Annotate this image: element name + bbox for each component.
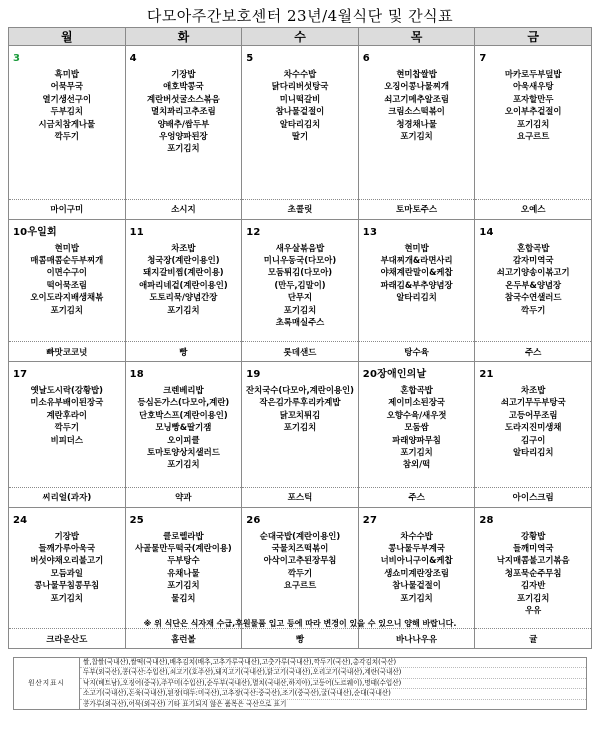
snack-cell: 소시지	[125, 199, 242, 219]
menu-item: 물김치	[171, 592, 196, 603]
date-label: 14	[479, 226, 494, 238]
menu-item: 들깨가루아욱국	[38, 542, 96, 553]
date-cell	[358, 362, 475, 382]
menu-item: 등심돈가스(다모아,계란)	[137, 397, 230, 408]
menu-items	[9, 381, 125, 448]
snack-cell: 롯데샌드	[242, 342, 359, 362]
day-header-thu: 목	[358, 28, 475, 46]
menu-item: 깍두기	[54, 422, 79, 433]
menu-item: 유채나물	[167, 567, 200, 578]
menu-item: 온두부&양념장	[505, 279, 562, 290]
snack-cell: 탕수육	[358, 342, 475, 362]
menu-item: 청포묵순주무침	[504, 567, 562, 578]
menu-item: 도토리묵/양념간장	[149, 292, 218, 303]
menu-item: 파래김&부추양념장	[380, 279, 453, 290]
menu-item: 도라지진미생채	[504, 422, 562, 433]
menu-item: 오향수육/새우젓	[386, 409, 447, 420]
date-cell	[9, 362, 126, 382]
menu-cell-fri	[475, 527, 592, 629]
menu-items	[9, 65, 125, 144]
menu-item: 포기김치	[517, 592, 550, 603]
menu-item: 우유	[525, 604, 542, 615]
date-cell	[242, 362, 359, 382]
menu-item: 닭다리버섯탕국	[271, 81, 329, 92]
menu-items	[359, 239, 475, 306]
menu-cell-thu	[358, 239, 475, 342]
date-cell	[358, 46, 475, 66]
snack-cell: 포스틱	[242, 487, 359, 507]
menu-item: 오이피클	[167, 434, 200, 445]
menu-item: 들깨미역국	[512, 542, 554, 553]
date-cell	[125, 219, 242, 239]
menu-items	[359, 65, 475, 144]
menu-items	[242, 381, 358, 436]
day-header-fri: 금	[475, 28, 592, 46]
menu-item: 시금치참게나물	[38, 118, 96, 129]
menu-item: 김구이	[521, 434, 546, 445]
menu-item: 너비아니구이&케찹	[380, 555, 453, 566]
menu-item: 참나물겉절이	[392, 580, 441, 591]
menu-item: 두부김치	[50, 106, 83, 117]
menu-item: 계란버섯굴소스볶음	[146, 93, 220, 104]
menu-item: 사골물만두떡국(계란이용)	[135, 542, 232, 553]
menu-item: 멸치꽈리고추조림	[151, 106, 216, 117]
menu-item: 현미밥	[54, 242, 79, 253]
menu-items	[126, 239, 242, 318]
date-label: 11	[129, 226, 144, 238]
snack-cell: 약과	[125, 487, 242, 507]
date-cell	[125, 362, 242, 382]
origin-table	[13, 657, 587, 710]
menu-cell-thu	[358, 381, 475, 487]
menu-item: 모듬과일	[50, 567, 83, 578]
date-cell	[9, 219, 126, 239]
menu-item: 기장밥	[54, 530, 79, 541]
menu-item: 파래양파무침	[392, 434, 441, 445]
menu-items	[359, 527, 475, 606]
date-label: 25	[129, 514, 144, 526]
menu-item: 계란후라이	[46, 409, 88, 420]
menu-item: 크림소스떡볶이	[388, 106, 445, 117]
menu-item: 이면수구이	[46, 267, 88, 278]
menu-item: 크렌베리밥	[163, 385, 204, 395]
menu-item: 청국장(계란이용인)	[147, 254, 220, 265]
menu-item: 작은김가루후리카계밥	[259, 397, 341, 408]
menu-item: 포기김치	[283, 422, 317, 433]
menu-item: 단호박스프(계란이용인)	[139, 409, 228, 420]
day-header-wed: 수	[242, 28, 359, 46]
menu-item: 요구르트	[283, 580, 317, 591]
date-label: 7	[479, 53, 487, 64]
menu-cell-fri	[475, 65, 592, 199]
snack-cell: 마이구미	[9, 199, 126, 219]
menu-item: 포기김치	[283, 304, 317, 315]
menu-item: 포기김치	[400, 592, 433, 603]
menu-item: 포기김치	[50, 304, 83, 315]
menu-item: 오이부추겉절이	[504, 106, 562, 117]
menu-cell-wed	[242, 381, 359, 487]
menu-items	[475, 381, 591, 460]
menu-item: 매콤매콤순두부찌개	[30, 254, 104, 265]
menu-item: 감자미역국	[512, 254, 554, 265]
menu-item: 미소유부배이된장국	[30, 397, 104, 408]
date-cell	[475, 507, 592, 527]
date-label: 27	[362, 514, 378, 526]
menu-cell-wed	[242, 527, 359, 629]
menu-item: 차조밥	[521, 385, 546, 395]
menu-item: 순대국밥(계란이용인)	[259, 530, 341, 541]
menu-item: 열기생선구이	[42, 93, 92, 104]
date-label: 3	[13, 53, 21, 64]
date-cell	[9, 507, 126, 527]
date-label: 20장애인의날	[362, 369, 427, 380]
menu-item: 포기김치	[517, 118, 550, 129]
menu-item: 초록매실주스	[275, 316, 325, 327]
menu-item: 잔치국수(다모아,계란이용인)	[246, 385, 354, 395]
menu-item: 야채계란말이&케찹	[380, 267, 453, 278]
menu-item: 차수수밥	[283, 69, 317, 79]
menu-item: 현미밥	[404, 242, 429, 253]
menu-item: 클로렐라밥	[163, 530, 204, 541]
snack-cell: 씨리얼(과자)	[9, 487, 126, 507]
date-cell	[475, 362, 592, 382]
menu-items	[242, 65, 358, 144]
date-label: 17	[13, 369, 28, 380]
menu-item: 현미찹쌀밥	[396, 69, 437, 79]
menu-cell-tue	[125, 239, 242, 342]
menu-item: 양배추/쌈두부	[157, 118, 210, 129]
menu-cell-mon	[9, 381, 126, 487]
menu-cell-tue	[125, 527, 242, 629]
date-label: 4	[129, 53, 137, 64]
snack-cell: 초콜릿	[242, 199, 359, 219]
snack-cell: 빠맛코코넛	[9, 342, 126, 362]
menu-item: 포기김치	[400, 447, 433, 458]
menu-item: 포기김치	[167, 304, 200, 315]
snack-cell: 크라운산도	[9, 629, 126, 649]
date-label: 21	[479, 369, 494, 380]
menu-item: 포기김치	[400, 131, 433, 142]
menu-item: 흑미밥	[54, 69, 79, 79]
menu-item: 애파리네겉(계란이용인)	[139, 279, 228, 290]
menu-item: 모둠튀김(다모아)	[267, 267, 333, 278]
date-cell	[358, 219, 475, 239]
menu-items	[126, 381, 242, 473]
origin-line: 낙지(베트남),오징어(중국),주꾸미(수입산),순두부(국내산),멸치(국내산,하지아),고등어(노르웨이),명태(수입산)	[80, 679, 586, 689]
menu-items	[9, 239, 125, 318]
menu-item: 부대찌개&라면사리	[380, 254, 453, 265]
menu-items	[475, 239, 591, 318]
menu-item: 애호박콩국	[163, 81, 204, 92]
menu-item: 차수수밥	[400, 530, 433, 541]
menu-item: 쇠고기메추알조림	[384, 93, 449, 104]
menu-item: 알타리김치	[279, 118, 321, 129]
menu-item: 두부탕수	[167, 555, 200, 566]
snack-cell: 주스	[358, 487, 475, 507]
snack-cell: 아이스크림	[475, 487, 592, 507]
menu-item: 깍두기	[521, 304, 546, 315]
menu-item: 아욱새우탕	[512, 81, 554, 92]
origin-line: 두부(외국산),콩(국산:수입산),쇠고기(호주산),돼지고기(국내산),닭고기(국내산),오리고기(국내산),계란(국내산)	[80, 668, 586, 678]
menu-cell-tue	[125, 65, 242, 199]
menu-item: 마카로두부덮밥	[504, 69, 562, 79]
menu-item: (만두,김말이)	[274, 279, 326, 290]
menu-item: 옛날도시락(강황밥)	[30, 385, 103, 395]
menu-item: 새우살볶음밥	[275, 242, 325, 253]
menu-item: 포자할만두	[512, 93, 554, 104]
menu-item: 차조밥	[171, 242, 196, 253]
date-label: 5	[246, 53, 254, 64]
menu-items	[475, 527, 591, 619]
menu-item: 돼지갈비찜(계란이용)	[143, 267, 224, 278]
menu-item: 알타리김치	[512, 447, 554, 458]
notice-text: ※ 위 식단은 식자재 수급,후원물품 입고 등에 따라 변경이 있을 수 있으니 양해 바랍니다.	[143, 619, 457, 628]
menu-item: 쇠고기양송이볶고기	[496, 267, 570, 278]
menu-cell-fri	[475, 381, 592, 487]
menu-item: 생쇼미계란장조림	[384, 567, 449, 578]
menu-table	[8, 27, 592, 649]
menu-item: 참국수연샐러드	[504, 292, 562, 303]
snack-cell: 오예스	[475, 199, 592, 219]
menu-item: 강황밥	[521, 530, 546, 541]
menu-item: 미니우동국(다모아)	[263, 254, 337, 265]
menu-item: 낙지매콤불고기볶음	[496, 555, 570, 566]
menu-item: 아삭이고추된장무침	[263, 555, 337, 566]
page-title: 다모아주간보호센터 23년/4월식단 및 간식표	[146, 7, 454, 25]
menu-item: 콩나물무침콩무침	[34, 580, 100, 591]
menu-item: 어묵무국	[50, 81, 83, 92]
date-cell	[475, 46, 592, 66]
menu-item: 닭꼬치튀김	[279, 409, 321, 420]
menu-items	[126, 65, 242, 157]
date-cell	[125, 46, 242, 66]
menu-item: 토마토양상치샐러드	[146, 447, 220, 458]
menu-item: 청경채나물	[396, 118, 437, 129]
menu-cell-tue	[125, 381, 242, 487]
menu-item: 고등어무조림	[508, 409, 558, 420]
menu-item: 버섯야채오리불고기	[30, 555, 104, 566]
menu-item: 비피더스	[50, 434, 83, 445]
menu-item: 오이도라지배생채볶	[30, 292, 104, 303]
menu-item: 참나물겉절이	[275, 106, 325, 117]
menu-item: 혼합곡밥	[517, 242, 550, 253]
menu-cell-wed	[242, 65, 359, 199]
date-label: 24	[13, 514, 28, 526]
menu-item: 깍두기	[287, 567, 313, 578]
day-header-mon: 월	[9, 28, 126, 46]
snack-cell: 홈런볼	[125, 629, 242, 649]
origin-label: 원산지표시	[14, 658, 80, 710]
snack-cell: 토마토주스	[358, 199, 475, 219]
date-cell	[242, 219, 359, 239]
menu-items	[475, 65, 591, 144]
menu-item: 김자반	[521, 580, 546, 591]
menu-item: 요구르트	[517, 131, 550, 142]
date-label: 18	[129, 369, 144, 380]
date-cell	[358, 507, 475, 527]
date-cell	[242, 46, 359, 66]
date-cell	[125, 507, 242, 527]
origin-line: 쌀,찹쌀(국내산),쌀떡(국내산),배추김치(배추,고추가루국내산),고춧가루(국내산),깍두기(국산),총각김치(국산)	[80, 658, 586, 668]
date-label: 6	[362, 53, 370, 64]
menu-cell-wed	[242, 239, 359, 342]
menu-item: 모둠쌈	[404, 422, 429, 433]
menu-item: 참외/떡	[402, 459, 431, 470]
menu-item: 딸기	[291, 131, 309, 142]
date-cell	[9, 46, 126, 66]
menu-item: 포기김치	[167, 459, 200, 470]
menu-item: 미니떡갈비	[279, 93, 321, 104]
date-label: 19	[246, 369, 261, 380]
menu-items	[359, 381, 475, 473]
menu-item: 국물치즈떡볶이	[271, 542, 329, 553]
menu-item: 떡어묵조림	[46, 279, 88, 290]
menu-item: 포기김치	[50, 592, 83, 603]
day-header-tue: 화	[125, 28, 242, 46]
snack-cell: 빵	[125, 342, 242, 362]
menu-item: 모닝빵&딸기잼	[155, 422, 212, 433]
date-label: 28	[479, 514, 494, 526]
snack-cell: 빵	[242, 629, 359, 649]
origin-line: 소고기(국내산),돈육(국내산),된장(대두:미국산),고추장(국산:중국산),조기(중국산),굴(국내산),순대(국내산)	[80, 689, 586, 699]
snack-cell: 바나나우유	[358, 629, 475, 649]
snack-cell: 주스	[475, 342, 592, 362]
menu-items	[9, 527, 125, 606]
menu-items	[242, 239, 358, 331]
date-cell	[242, 507, 359, 527]
menu-cell-thu	[358, 527, 475, 629]
date-label: 12	[246, 226, 261, 238]
menu-cell-fri	[475, 239, 592, 342]
menu-items	[242, 527, 358, 594]
menu-item: 제이미소된장국	[388, 397, 445, 408]
menu-items	[126, 527, 242, 606]
menu-item: 쇠고기무두부탕국	[500, 397, 566, 408]
date-label: 10우일회	[13, 226, 57, 238]
date-cell	[475, 219, 592, 239]
snack-cell: 귤	[475, 629, 592, 649]
menu-item: 포기김치	[167, 580, 200, 591]
menu-item: 단무지	[287, 292, 313, 303]
menu-cell-thu	[358, 65, 475, 199]
menu-item: 기장밥	[171, 69, 196, 79]
menu-item: 혼합곡밥	[400, 385, 433, 395]
menu-cell-mon	[9, 527, 126, 629]
menu-item: 알타리김치	[396, 292, 437, 303]
origin-lines	[80, 658, 587, 710]
menu-item: 우엉양파된장	[159, 131, 208, 142]
menu-item: 오징어콩나물찌개	[384, 81, 449, 92]
date-label: 13	[362, 226, 378, 238]
menu-item: 콩나물두부계국	[388, 542, 445, 553]
menu-cell-mon	[9, 239, 126, 342]
menu-item: 깍두기	[54, 131, 79, 142]
menu-cell-mon	[9, 65, 126, 199]
date-label: 26	[246, 514, 261, 526]
menu-item: 포기김치	[167, 143, 200, 154]
origin-line: 콩가루(외국산),어묵(외국산) 기타 표기되지 않은 품목은 국산으로 표기	[83, 699, 287, 708]
